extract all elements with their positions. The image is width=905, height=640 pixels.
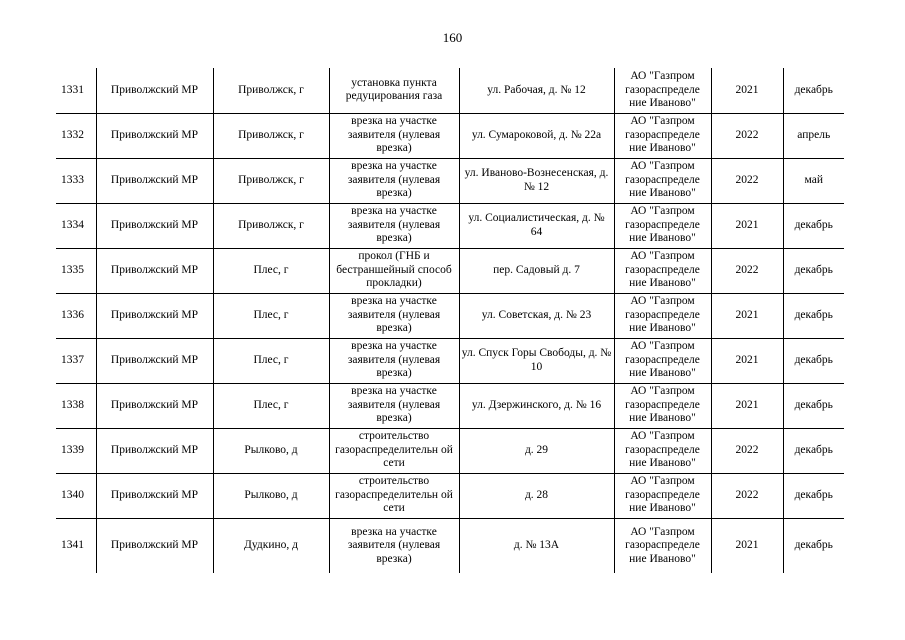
table-row — [56, 158, 844, 203]
row-number: 1331 — [56, 68, 96, 113]
work-type-cell: врезка на участке заявителя (нулевая врезка) — [329, 518, 459, 573]
settlement-cell: Приволжск, г — [213, 68, 329, 113]
year-cell: 2022 — [711, 428, 783, 473]
district-cell: Приволжский МР — [96, 248, 213, 293]
work-type-cell: установка пункта редуцирования газа — [329, 68, 459, 113]
row-number: 1338 — [56, 383, 96, 428]
year-cell: 2021 — [711, 338, 783, 383]
organization-cell: АО "Газпром газораспределе ние Иваново" — [614, 158, 711, 203]
month-cell: декабрь — [783, 293, 844, 338]
settlement-cell: Плес, г — [213, 338, 329, 383]
month-cell: декабрь — [783, 68, 844, 113]
year-cell: 2022 — [711, 113, 783, 158]
district-cell: Приволжский МР — [96, 68, 213, 113]
month-cell: декабрь — [783, 473, 844, 518]
settlement-cell: Приволжск, г — [213, 113, 329, 158]
row-number: 1332 — [56, 113, 96, 158]
table-row — [56, 428, 844, 473]
month-cell: апрель — [783, 113, 844, 158]
district-cell: Приволжский МР — [96, 473, 213, 518]
table-row — [56, 203, 844, 248]
district-cell: Приволжский МР — [96, 338, 213, 383]
settlement-cell: Приволжск, г — [213, 203, 329, 248]
work-type-cell: строительство газораспределительн ой сети — [329, 428, 459, 473]
organization-cell: АО "Газпром газораспределе ние Иваново" — [614, 518, 711, 573]
organization-cell: АО "Газпром газораспределе ние Иваново" — [614, 68, 711, 113]
address-cell: пер. Садовый д. 7 — [459, 248, 614, 293]
work-type-cell: врезка на участке заявителя (нулевая врезка) — [329, 293, 459, 338]
year-cell: 2022 — [711, 473, 783, 518]
address-cell: д. 28 — [459, 473, 614, 518]
address-cell: ул. Дзержинского, д. № 16 — [459, 383, 614, 428]
settlement-cell: Плес, г — [213, 293, 329, 338]
address-cell: ул. Иваново-Вознесенская, д. № 12 — [459, 158, 614, 203]
year-cell: 2022 — [711, 248, 783, 293]
address-cell: ул. Рабочая, д. № 12 — [459, 68, 614, 113]
district-cell: Приволжский МР — [96, 158, 213, 203]
work-type-cell: врезка на участке заявителя (нулевая врезка) — [329, 338, 459, 383]
row-number: 1341 — [56, 518, 96, 573]
table-row — [56, 248, 844, 293]
table-row — [56, 473, 844, 518]
gas-works-table — [56, 68, 844, 573]
organization-cell: АО "Газпром газораспределе ние Иваново" — [614, 428, 711, 473]
address-cell: ул. Спуск Горы Свободы, д. № 10 — [459, 338, 614, 383]
settlement-cell: Плес, г — [213, 383, 329, 428]
district-cell: Приволжский МР — [96, 203, 213, 248]
settlement-cell: Рылково, д — [213, 473, 329, 518]
row-number: 1339 — [56, 428, 96, 473]
month-cell: декабрь — [783, 338, 844, 383]
district-cell: Приволжский МР — [96, 113, 213, 158]
row-number: 1333 — [56, 158, 96, 203]
settlement-cell: Плес, г — [213, 248, 329, 293]
district-cell: Приволжский МР — [96, 518, 213, 573]
table-row — [56, 113, 844, 158]
address-cell: ул. Сумароковой, д. № 22а — [459, 113, 614, 158]
work-type-cell: врезка на участке заявителя (нулевая врезка) — [329, 158, 459, 203]
organization-cell: АО "Газпром газораспределе ние Иваново" — [614, 293, 711, 338]
organization-cell: АО "Газпром газораспределе ние Иваново" — [614, 113, 711, 158]
row-number: 1334 — [56, 203, 96, 248]
year-cell: 2021 — [711, 293, 783, 338]
year-cell: 2021 — [711, 518, 783, 573]
work-type-cell: прокол (ГНБ и бестраншейный способ прокладки) — [329, 248, 459, 293]
work-type-cell: врезка на участке заявителя (нулевая врезка) — [329, 383, 459, 428]
table-row — [56, 383, 844, 428]
district-cell: Приволжский МР — [96, 383, 213, 428]
row-number: 1335 — [56, 248, 96, 293]
work-type-cell: врезка на участке заявителя (нулевая врезка) — [329, 203, 459, 248]
table-row — [56, 68, 844, 113]
organization-cell: АО "Газпром газораспределе ние Иваново" — [614, 338, 711, 383]
month-cell: декабрь — [783, 248, 844, 293]
address-cell: д. № 13А — [459, 518, 614, 573]
month-cell: декабрь — [783, 383, 844, 428]
address-cell: д. 29 — [459, 428, 614, 473]
month-cell: декабрь — [783, 518, 844, 573]
year-cell: 2022 — [711, 158, 783, 203]
year-cell: 2021 — [711, 68, 783, 113]
address-cell: ул. Советская, д. № 23 — [459, 293, 614, 338]
district-cell: Приволжский МР — [96, 428, 213, 473]
address-cell: ул. Социалистическая, д. № 64 — [459, 203, 614, 248]
organization-cell: АО "Газпром газораспределе ние Иваново" — [614, 203, 711, 248]
settlement-cell: Дудкино, д — [213, 518, 329, 573]
month-cell: декабрь — [783, 203, 844, 248]
month-cell: декабрь — [783, 428, 844, 473]
work-type-cell: врезка на участке заявителя (нулевая врезка) — [329, 113, 459, 158]
year-cell: 2021 — [711, 383, 783, 428]
settlement-cell: Приволжск, г — [213, 158, 329, 203]
organization-cell: АО "Газпром газораспределе ние Иваново" — [614, 383, 711, 428]
settlement-cell: Рылково, д — [213, 428, 329, 473]
table-row — [56, 518, 844, 573]
year-cell: 2021 — [711, 203, 783, 248]
table-row — [56, 293, 844, 338]
month-cell: май — [783, 158, 844, 203]
row-number: 1340 — [56, 473, 96, 518]
organization-cell: АО "Газпром газораспределе ние Иваново" — [614, 473, 711, 518]
row-number: 1337 — [56, 338, 96, 383]
page-number: 160 — [442, 30, 463, 45]
district-cell: Приволжский МР — [96, 293, 213, 338]
work-type-cell: строительство газораспределительн ой сети — [329, 473, 459, 518]
organization-cell: АО "Газпром газораспределе ние Иваново" — [614, 248, 711, 293]
table-row — [56, 338, 844, 383]
row-number: 1336 — [56, 293, 96, 338]
